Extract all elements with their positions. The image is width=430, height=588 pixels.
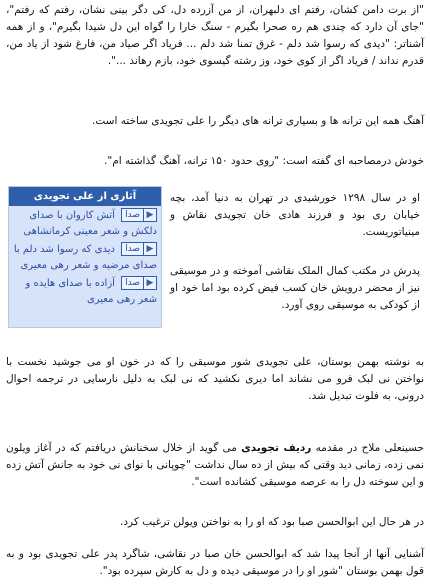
paragraph-interview: خودش درمصاحبه ای گفته است: "روی حدود ۱۵۰ ترانه، آهنگ گذاشته ام". (104, 155, 424, 167)
paragraph-mallah (6, 440, 424, 491)
works-item (9, 240, 161, 274)
play-audio-label: صدا (125, 210, 140, 220)
works-item-link[interactable]: آتش کاروان با صدای دلکش و شعر معینی کرمانشاهی (23, 210, 157, 237)
book-title-radif: ردیف تجویدی (241, 442, 312, 454)
paragraph-lyrics: "از برت دامن کشان، رفتم ای دلبهران، از من آزرده دل، کی دگر بینی نشان، رفتم که رفتم"، "جای آن دارد که چندی هم ره صحرا بگیرم - سنگ خارا را گواه این دل شیدا بگیرم"، و از همه آشناتر: "دیدی که رسوا شد دلم - غرق تمنا شد دلم ... فریاد اگر صیاد من، فارغ شود از یاد من، قدرم نداند / فریاد اگر از کوی خود، وز رشته گیسوی خود، بازم رهاند ...". (6, 4, 424, 67)
play-audio-label: صدا (125, 244, 140, 254)
play-audio-button[interactable] (121, 276, 157, 290)
play-audio-button[interactable] (121, 242, 157, 256)
paragraph-mallah-pre: حسینعلی ملاح در مقدمه (311, 442, 425, 454)
play-icon: ▶ (143, 243, 156, 255)
play-icon: ▶ (143, 209, 156, 221)
paragraph-mallah-post: می گوید از خلال سخنانش دریافتم که در آغاز ویلون نمی زده، زمانی دید وقتی که بیش از ده سال نداشت "چوپانی با نوای نی خود به جانش آتش زده و این سوخته دل را به عرصه موسیقی کشانده است". (6, 442, 424, 488)
paragraph-flute: به نوشته بهمن بوستان، علی تجویدی شور موسیقی را که در خون او می جوشید نخست با نواختن نی لبک فرو می نشاند اما دیری نکشید که نی لبک به دلیل نارسایی در ترجمه احوال درونی، به فلوت تبدیل شد. (6, 356, 424, 402)
play-audio-button[interactable] (121, 208, 157, 222)
works-item (9, 206, 161, 240)
play-audio-label: صدا (125, 278, 140, 288)
works-sidebar-title: آثاری از علی تجویدی (9, 187, 161, 206)
paragraph-saba: در هر حال این ابوالحسن صبا بود که او را به نواختن ویولن ترغیب کرد. (120, 516, 424, 528)
play-icon: ▶ (143, 277, 156, 289)
paragraph-father: پدرش در مکتب کمال الملک نقاشی آموخته و در موسیقی نیز از محضر درویش خان کسب فیض کرده بود اما خود او از کودکی به موسیقی روی آورد. (170, 265, 420, 311)
works-item-link[interactable]: آزاده با صدای هایده و شعر رهی معیری (25, 278, 157, 305)
works-sidebar (8, 186, 162, 328)
paragraph-birth: او در سال ۱۲۹۸ خورشیدی در تهران به دنیا آمد، بچه خیابان ری بود و فرزند هادی خان تجویدی نقاش و مینیاتوریست. (170, 192, 420, 238)
paragraph-composer: آهنگ همه این ترانه ها و بسیاری ترانه های دیگر را علی تجویدی ساخته است. (92, 115, 424, 127)
paragraph-acquaintance: آشنایی آنها از آنجا پیدا شد که ابوالحسن خان صبا در نقاشی، شاگرد پدر علی تجویدی بود و به قول بهمن بوستان "شور او را در موسیقی دیده و دل به کارش سپرده بود". (6, 548, 424, 577)
works-item-link[interactable]: دیدی که رسوا شد دلم با صدای مرضیه و شعر رهی معیری (13, 244, 157, 271)
works-item (9, 274, 161, 308)
